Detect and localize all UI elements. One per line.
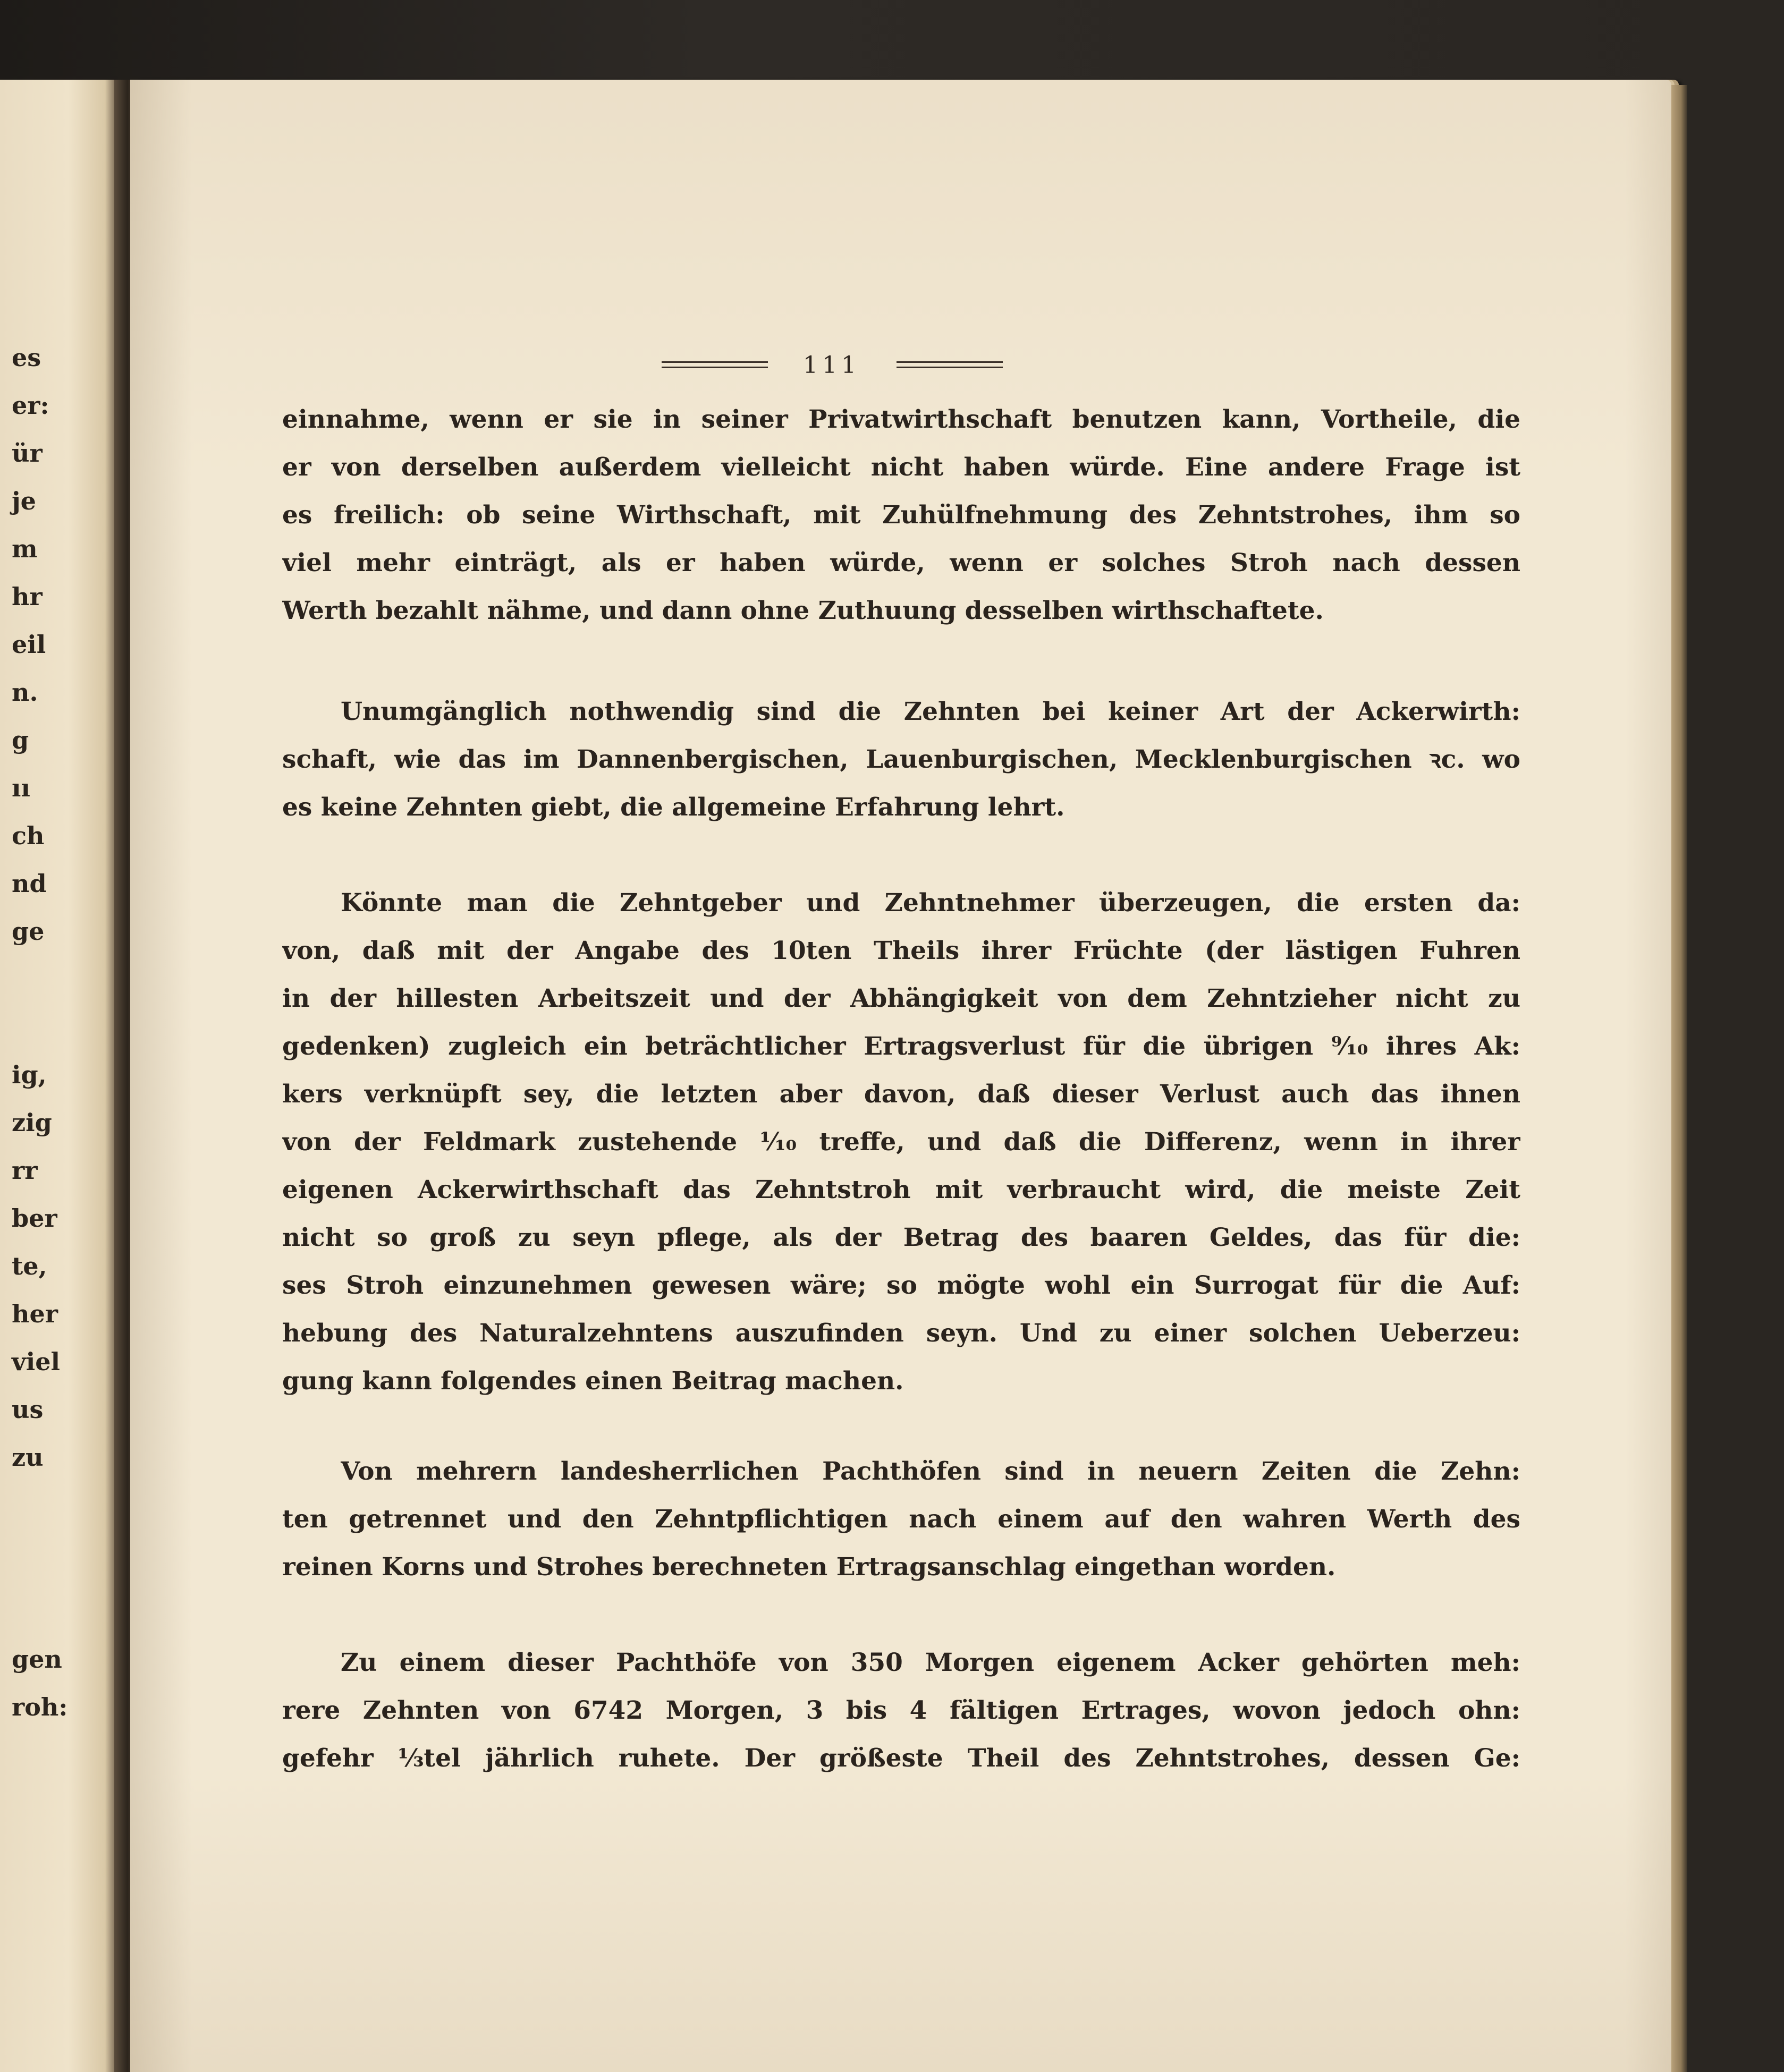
previous-page-fragment: ch xyxy=(12,821,45,850)
previous-page-fragment: eil xyxy=(12,630,46,659)
previous-page-fragment: er: xyxy=(12,391,49,420)
page-number: 111 xyxy=(803,352,860,379)
text-line: gung kann folgendes einen Beitrag machen. xyxy=(282,1366,904,1396)
text-line: von, daß mit der Angabe des 10ten Theils ihrer Früchte (der lästigen Fuhren xyxy=(282,936,1520,965)
previous-page-fragment: hr xyxy=(12,582,43,611)
previous-page-fragment: ür xyxy=(12,439,43,468)
text-line: kers verknüpft sey, die letzten aber davon, daß dieser Verlust auch das ihnen xyxy=(282,1080,1520,1109)
text-line: eigenen Ackerwirthschaft das Zehntstroh mit verbraucht wird, die meiste Zeit xyxy=(282,1175,1520,1204)
previous-page-fragment: g xyxy=(12,726,29,754)
previous-page-fragment: te, xyxy=(12,1252,47,1280)
text-line: in der hillesten Arbeitszeit und der Abhängigkeit von dem Zehntzieher nicht zu xyxy=(282,984,1520,1013)
text-line: ses Stroh einzunehmen gewesen wäre; so mögte wohl ein Surrogat für die Auf: xyxy=(282,1271,1520,1300)
text-line: Könnte man die Zehntgeber und Zehntnehmer überzeugen, die ersten da: xyxy=(341,888,1520,918)
previous-page-fragment: es xyxy=(12,343,41,372)
text-line: schaft, wie das im Dannenbergischen, Lauenburgischen, Mecklenburgischen ꝛc. wo xyxy=(282,745,1520,774)
text-line: er von derselben außerdem vielleicht nicht haben würde. Eine andere Frage ist xyxy=(282,453,1520,482)
previous-page-fragment: m xyxy=(12,534,38,563)
previous-page-fragment: her xyxy=(12,1300,58,1328)
text-line: Unumgänglich nothwendig sind die Zehnten bei keiner Art der Ackerwirth: xyxy=(341,697,1520,726)
previous-page-fragment: ge xyxy=(12,917,45,946)
text-line: rere Zehnten von 6742 Morgen, 3 bis 4 fältigen Ertrages, wovon jedoch ohn: xyxy=(282,1696,1520,1725)
text-line: nicht so groß zu seyn pflege, als der Betrag des baaren Geldes, das für die: xyxy=(282,1223,1520,1252)
text-line: einnahme, wenn er sie in seiner Privatwirthschaft benutzen kann, Vortheile, die xyxy=(282,405,1520,434)
previous-page-fragment: ig, xyxy=(12,1060,47,1089)
previous-page-fragment: zig xyxy=(12,1108,52,1137)
page-edge xyxy=(1671,85,1687,2072)
text-line: Werth bezahlt nähme, und dann ohne Zuthuung desselben wirthschaftete. xyxy=(282,596,1324,625)
text-line: es freilich: ob seine Wirthschaft, mit Zuhülfnehmung des Zehntstrohes, ihm so xyxy=(282,500,1520,530)
previous-page-fragment: gen xyxy=(12,1645,62,1674)
head-rule-right xyxy=(897,361,1003,368)
current-page xyxy=(130,80,1671,2072)
previous-page xyxy=(0,80,114,2072)
previous-page-fragment: rr xyxy=(12,1156,38,1185)
text-line: es keine Zehnten giebt, die allgemeine Erfahrung lehrt. xyxy=(282,793,1065,822)
previous-page-fragment: us xyxy=(12,1395,44,1424)
previous-page-fragment: n. xyxy=(12,678,38,707)
running-head xyxy=(130,352,1671,384)
text-line: von der Feldmark zustehende ¹⁄₁₀ treffe, und daß die Differenz, wenn in ihrer xyxy=(282,1127,1520,1157)
previous-page-fragment: roh: xyxy=(12,1693,68,1721)
text-line: gedenken) zugleich ein beträchtlicher Ertragsverlust für die übrigen ⁹⁄₁₀ ihres Ak: xyxy=(282,1032,1520,1061)
previous-page-fragment: nd xyxy=(12,869,47,898)
text-line: ten getrennet und den Zehntpflichtigen nach einem auf den wahren Werth des xyxy=(282,1505,1520,1534)
previous-page-fragment: ıı xyxy=(12,774,30,802)
head-rule-left xyxy=(662,361,768,368)
text-line: Von mehrern landesherrlichen Pachthöfen sind in neuern Zeiten die Zehn: xyxy=(341,1457,1520,1486)
previous-page-fragment: je xyxy=(12,487,36,515)
previous-page-fragment: ber xyxy=(12,1204,57,1233)
text-line: gefehr ⅓tel jährlich ruhete. Der größeste Theil des Zehntstrohes, dessen Ge: xyxy=(282,1744,1520,1773)
text-line: viel mehr einträgt, als er haben würde, wenn er solches Stroh nach dessen xyxy=(282,548,1520,578)
text-line: Zu einem dieser Pachthöfe von 350 Morgen eigenem Acker gehörten meh: xyxy=(341,1648,1520,1677)
text-line: hebung des Naturalzehntens auszufinden seyn. Und zu einer solchen Ueberzeu: xyxy=(282,1319,1520,1348)
previous-page-fragment: viel xyxy=(12,1347,60,1376)
text-line: reinen Korns und Strohes berechneten Ertragsanschlag eingethan worden. xyxy=(282,1552,1336,1582)
previous-page-fragment: zu xyxy=(12,1443,44,1472)
